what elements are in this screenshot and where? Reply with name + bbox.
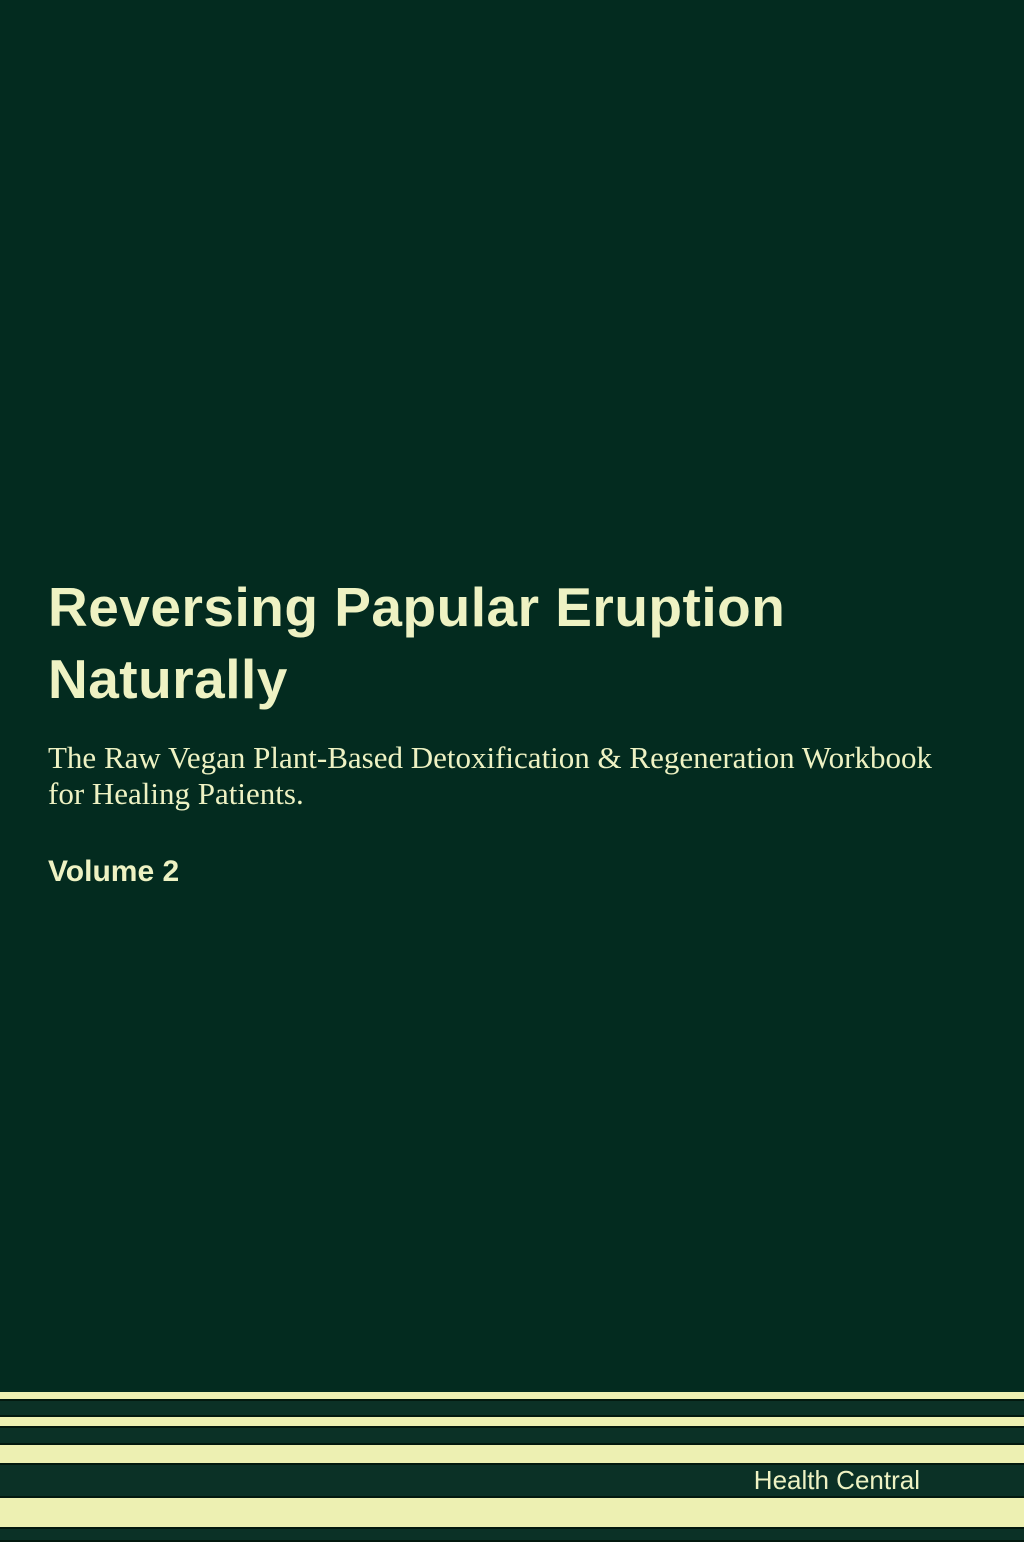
- stripe-cream-thin-1: [0, 1392, 1024, 1399]
- stripe-cream-medium: [0, 1445, 1024, 1463]
- stripe-dark-2: [0, 1426, 1024, 1445]
- publisher-name: Health Central: [753, 1465, 920, 1495]
- book-title: Reversing Papular Eruption Naturally: [48, 576, 786, 710]
- bottom-stripe-band: [0, 1392, 1024, 1542]
- volume-label: Volume 2: [48, 855, 180, 888]
- stripe-cream-wide: [0, 1498, 1024, 1527]
- stripe-dark-bottom: [0, 1527, 1024, 1542]
- stripe-cream-thin-2: [0, 1417, 1024, 1426]
- publisher-band: [0, 1463, 1024, 1498]
- cover-text-block: [48, 572, 940, 890]
- book-subtitle: The Raw Vegan Plant-Based Detoxification & Regeneration Workbook for Healing Patients.: [48, 740, 932, 811]
- stripe-dark-1: [0, 1399, 1024, 1417]
